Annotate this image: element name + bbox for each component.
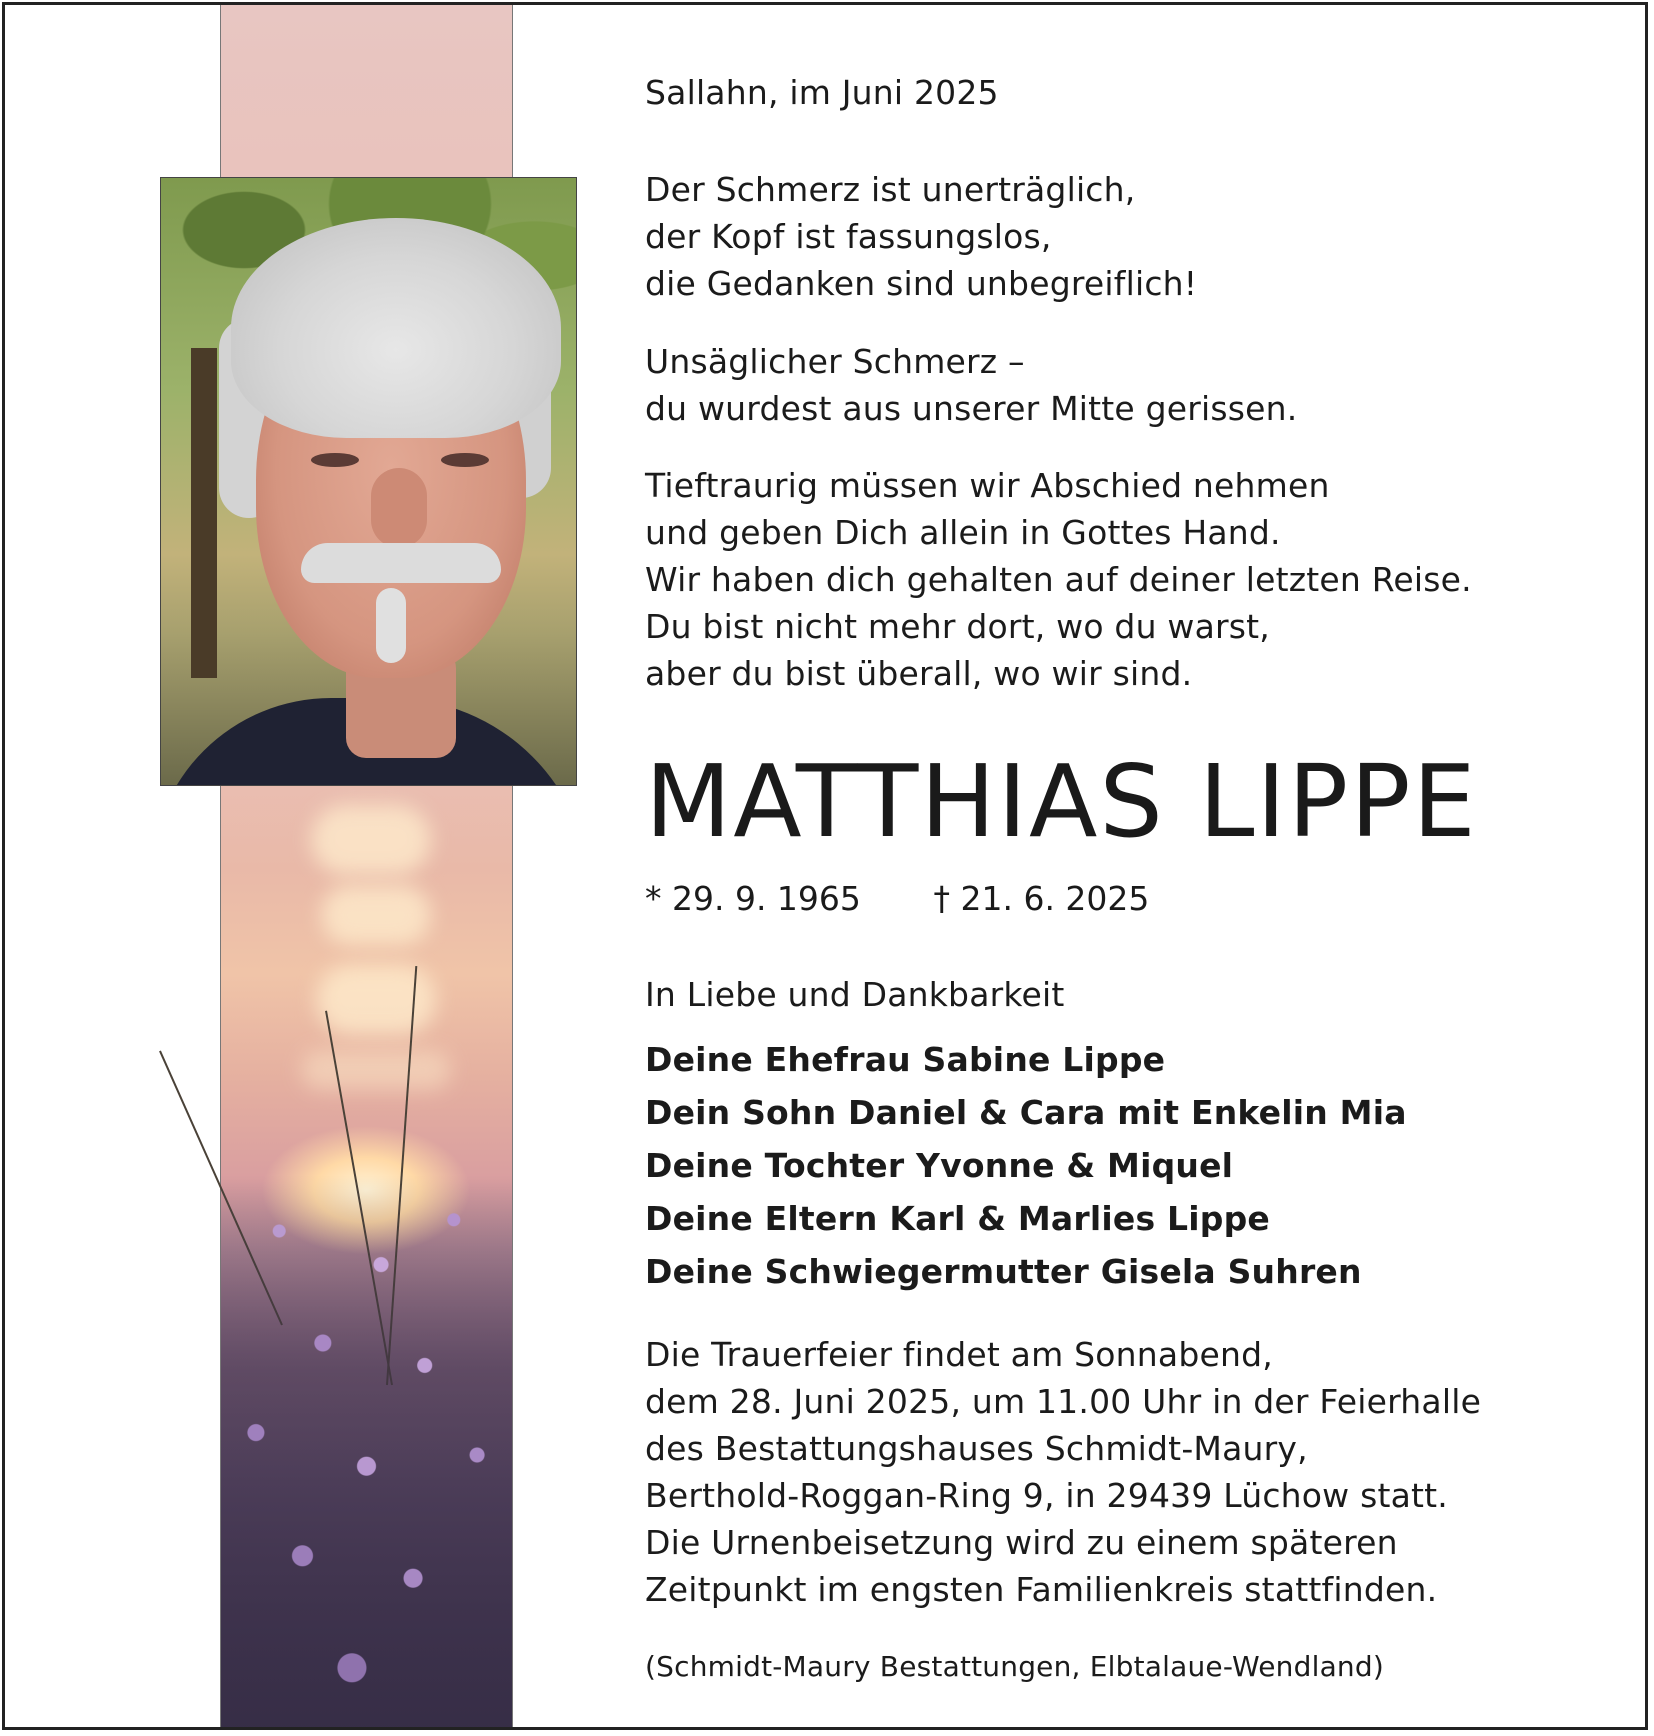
poem-line: Wir haben dich gehalten auf deiner letzten Reise. xyxy=(645,560,1472,599)
birth-date: * 29. 9. 1965 xyxy=(645,879,861,918)
mourner-name: Deine Schwiegermutter Gisela Suhren xyxy=(645,1252,1362,1291)
mourner-name: Deine Tochter Yvonne & Miquel xyxy=(645,1146,1234,1185)
obituary-frame xyxy=(2,2,1648,1730)
place-date: Sallahn, im Juni 2025 xyxy=(645,73,999,112)
mourner-name: Deine Ehefrau Sabine Lippe xyxy=(645,1040,1166,1079)
mourners-intro: In Liebe und Dankbarkeit xyxy=(645,975,1065,1014)
flower-field xyxy=(221,1175,512,1730)
portrait-photo xyxy=(160,177,577,786)
poem-line: die Gedanken sind unbegreiflich! xyxy=(645,264,1198,303)
life-dates xyxy=(645,875,1149,922)
undertaker-credit: (Schmidt-Maury Bestattungen, Elbtalaue-Wendland) xyxy=(645,1650,1384,1683)
funeral-line: Berthold-Roggan-Ring 9, in 29439 Lüchow statt. xyxy=(645,1476,1448,1515)
poem-line: Tieftraurig müssen wir Abschied nehmen xyxy=(645,466,1330,505)
funeral-line: Die Urnenbeisetzung wird zu einem späteren xyxy=(645,1523,1398,1562)
poem-line: du wurdest aus unserer Mitte gerissen. xyxy=(645,389,1298,428)
poem-line: und geben Dich allein in Gottes Hand. xyxy=(645,513,1281,552)
mourner-name: Dein Sohn Daniel & Cara mit Enkelin Mia xyxy=(645,1093,1407,1132)
poem-line: aber du bist überall, wo wir sind. xyxy=(645,654,1193,693)
funeral-line: dem 28. Juni 2025, um 11.00 Uhr in der Feierhalle xyxy=(645,1382,1482,1421)
funeral-line: Die Trauerfeier findet am Sonnabend, xyxy=(645,1335,1273,1374)
poem-line: Der Schmerz ist unerträglich, xyxy=(645,170,1136,209)
poem-line: der Kopf ist fassungslos, xyxy=(645,217,1052,256)
mourner-name: Deine Eltern Karl & Marlies Lippe xyxy=(645,1199,1270,1238)
funeral-line: des Bestattungshauses Schmidt-Maury, xyxy=(645,1429,1308,1468)
death-date: † 21. 6. 2025 xyxy=(933,879,1150,918)
poem-line: Du bist nicht mehr dort, wo du warst, xyxy=(645,607,1270,646)
funeral-line: Zeitpunkt im engsten Familienkreis stattfinden. xyxy=(645,1570,1438,1609)
poem-line: Unsäglicher Schmerz – xyxy=(645,342,1025,381)
deceased-name: MATTHIAS LIPPE xyxy=(645,743,1478,860)
